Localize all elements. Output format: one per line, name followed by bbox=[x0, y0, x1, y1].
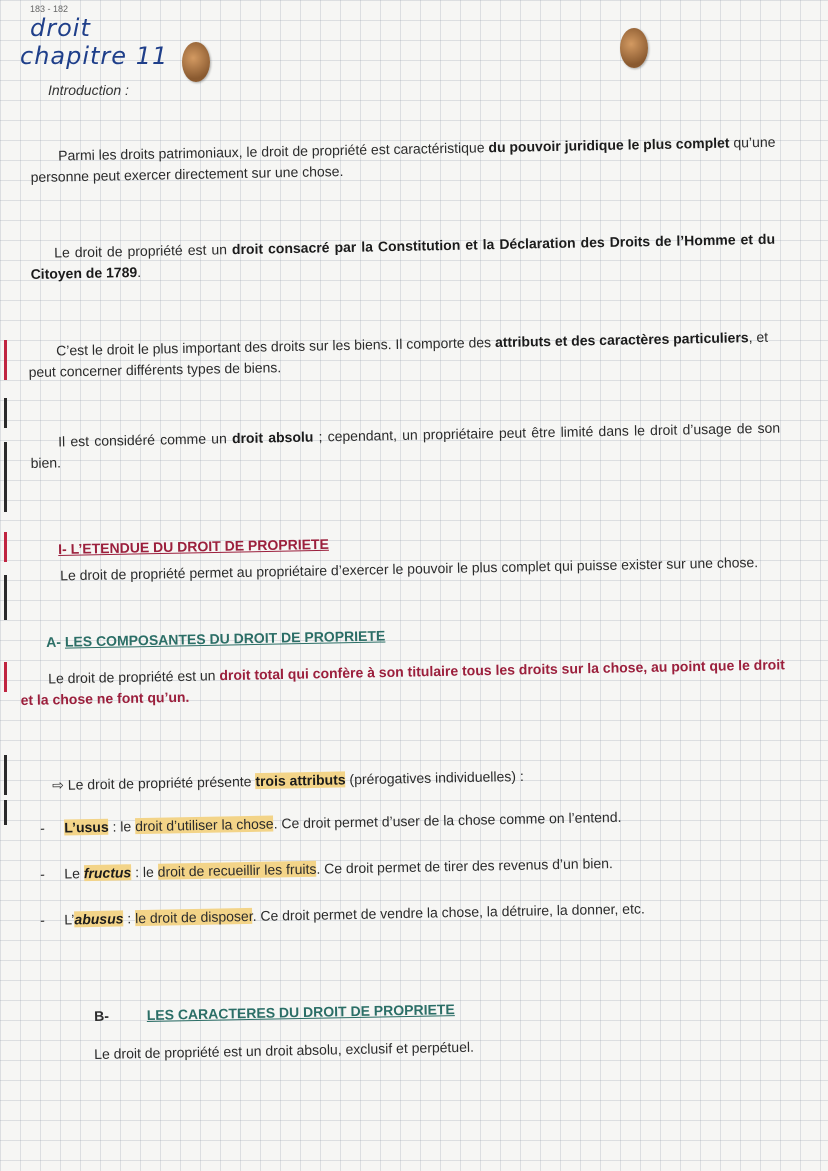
paragraph-3: C’est le droit le plus important des droits sur les biens. Il comporte des attributs et des caractères particuliers, et peut concerner différents types de biens. bbox=[28, 328, 769, 380]
section-1-title: I- L’ETENDUE DU DROIT DE PROPRIETE bbox=[58, 535, 329, 557]
margin-mark bbox=[4, 442, 7, 512]
punch-hole bbox=[620, 28, 648, 68]
margin-mark bbox=[4, 800, 7, 825]
punch-hole bbox=[182, 42, 210, 82]
section-a-heading bbox=[46, 625, 385, 653]
list-item: - L’abusus : le droit de disposer. Ce droit permet de vendre la chose, la détruire, la donner, etc. bbox=[40, 900, 645, 928]
paragraph-1: Parmi les droits patrimoniaux, le droit de propriété est caractéristique du pouvoir juridique le plus complet qu’une personne peut exercer directement sur une chose. bbox=[30, 133, 776, 185]
section-a-title: LES COMPOSANTES DU DROIT DE PROPRIETE bbox=[64, 627, 386, 650]
margin-mark bbox=[4, 532, 7, 562]
margin-mark bbox=[4, 398, 7, 428]
section-1-text: Le droit de propriété permet au propriétaire d’exercer le pouvoir le plus complet qui puisse exister sur une chose. bbox=[60, 554, 759, 584]
section-a-prefix: A- bbox=[46, 633, 62, 650]
margin-mark bbox=[4, 662, 7, 692]
section-b-text: Le droit de propriété est un droit absolu, exclusif et perpétuel. bbox=[94, 1038, 475, 1062]
section-a-text: Le droit de propriété est un droit total qui confère à son titulaire tous les droits sur la chose, au point que le droit et la chose ne font qu’un. bbox=[20, 656, 785, 708]
handwritten-chapter: chapitre 11 bbox=[20, 42, 169, 70]
margin-mark bbox=[4, 340, 7, 380]
list-item: - L’usus : le droit d’utiliser la chose. Ce droit permet d’user de la chose comme on l’entend. bbox=[40, 808, 622, 836]
intro-label: Introduction : bbox=[48, 82, 129, 98]
paragraph-4: Il est considéré comme un droit absolu ; cependant, un propriétaire peut être limité dans le droit d’usage de son bien. bbox=[30, 419, 781, 471]
paragraph-2: Le droit de propriété est un droit consacré par la Constitution et la Déclaration des Droits de l’Homme et du Citoyen de 1789. bbox=[30, 230, 776, 282]
section-b-heading bbox=[94, 999, 455, 1027]
margin-mark bbox=[4, 755, 7, 795]
page-reference: 183 - 182 bbox=[30, 4, 69, 14]
margin-mark bbox=[4, 575, 7, 620]
handwritten-subject: droit bbox=[30, 14, 91, 42]
attributes-intro: ⇨ Le droit de propriété présente trois attributs (prérogatives individuelles) : bbox=[52, 767, 524, 793]
arrow-icon: ⇨ bbox=[52, 776, 65, 793]
section-b-title: LES CARACTERES DU DROIT DE PROPRIETE bbox=[146, 1001, 455, 1023]
list-item: - Le fructus : le droit de recueillir les fruits. Ce droit permet de tirer des revenus d’un bien. bbox=[40, 855, 613, 882]
section-b-prefix: B- bbox=[94, 1007, 110, 1024]
